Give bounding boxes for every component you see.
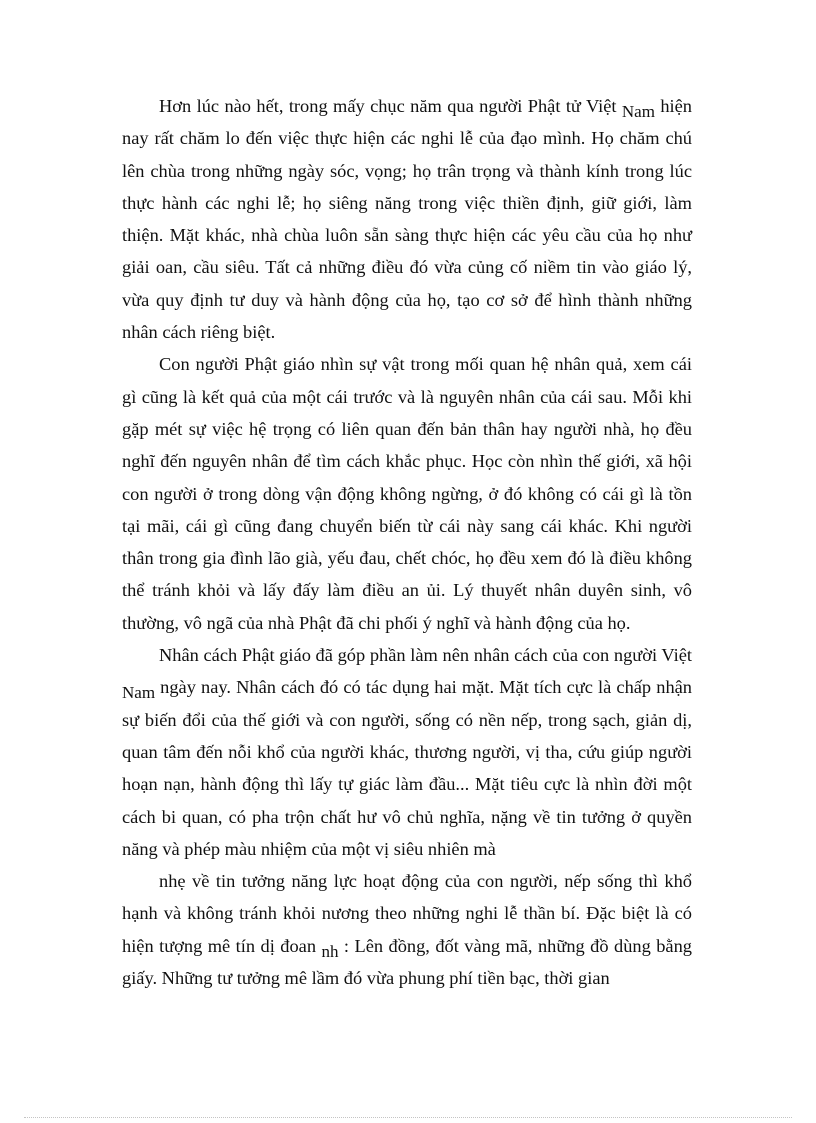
body-text	[122, 90, 692, 994]
paragraph-3-subscript: Nam	[122, 683, 156, 703]
paragraph-1	[122, 90, 692, 348]
paragraph-1-subscript: Nam	[621, 102, 655, 121]
paragraph-3	[122, 639, 692, 865]
paragraph-3-text-b: ngày nay. Nhân cách đó có tác dụng hai mặt. Mặt tích cực là chấp nhận sự biến đổi của thế giới và con người, sống có nền nếp, trong sạch, giản dị, quan tâm đến nỗi khổ của người khác, thương người, vị tha, cứu giúp người hoạn nạn, hành động thì lấy tự giác làm đầu... Mặt tiêu cực là nhìn đời một cách bi quan, có pha trộn chất hư vô chủ nghĩa, nặng về tin tưởng ở quyền năng và phép màu nhiệm của một vị siêu nhiên mà	[122, 677, 692, 859]
paragraph-4-text-b: : Lên đồng, đốt vàng mã, những đồ dùng bằng giấy. Những tư tưởng mê lầm đó vừa phung phí tiền bạc, thời gian	[122, 935, 692, 989]
paragraph-2	[122, 348, 692, 639]
paragraph-4	[122, 865, 692, 994]
paragraph-2-text: Con người Phật giáo nhìn sự vật trong mối quan hệ nhân quả, xem cái gì cũng là kết quả của một cái trước và là nguyên nhân của cái sau. Mỗi khi gặp mét sự việc hệ trọng có liên quan đến bản thân hay người nhà, họ đều nghĩ đến nguyên nhân để tìm cách khắc phục. Học còn nhìn thế giới, xã hội con người ở trong dòng vận động không ngừng, ở đó không có cái gì là tồn tại mãi, cái gì cũng đang chuyển biến từ cái này sang cái khác. Khi người thân trong gia đình lão già, yếu đau, chết chóc, họ đều xem đó là điều không thể tránh khỏi và lấy đấy làm điều an ủi. Lý thuyết nhân duyên sinh, vô thường, vô ngã của nhà Phật đã chi phối ý nghĩ và hành động của họ.	[122, 354, 692, 633]
page-bottom-divider	[24, 1117, 792, 1118]
paragraph-1-text-b: hiện nay rất chăm lo đến việc thực hiện các nghi lễ của đạo mình. Họ chăm chú lên chùa trong những ngày sóc, vọng; họ trân trọng và thành kính trong lúc thực hành các nghi lễ; họ siêng năng trong việc thiền định, giữ giới, làm thiện. Mặt khác, nhà chùa luôn sẵn sàng thực hiện các yêu cầu của họ như giải oan, cầu siêu. Tất cả những điều đó vừa củng cố niềm tin vào giáo lý, vừa quy định tư duy và hành động của họ, tạo cơ sở để hình thành những nhân cách riêng biệt.	[122, 96, 693, 343]
paragraph-3-text-a: Nhân cách Phật giáo đã góp phần làm nên nhân cách của con người Việt	[159, 645, 692, 666]
paragraph-4-text-a: nhẹ về tin tưởng năng lực hoạt động của con người, nếp sống thì khổ hạnh và không tránh khỏi nương theo những nghi lễ thần bí. Đặc biệt là có hiện tượng mê tín dị đoan	[122, 871, 692, 956]
paragraph-1-text-a: Hơn lúc nào hết, trong mấy chục năm qua người Phật tử Việt	[159, 96, 622, 116]
paragraph-4-subscript: nh	[321, 941, 339, 961]
